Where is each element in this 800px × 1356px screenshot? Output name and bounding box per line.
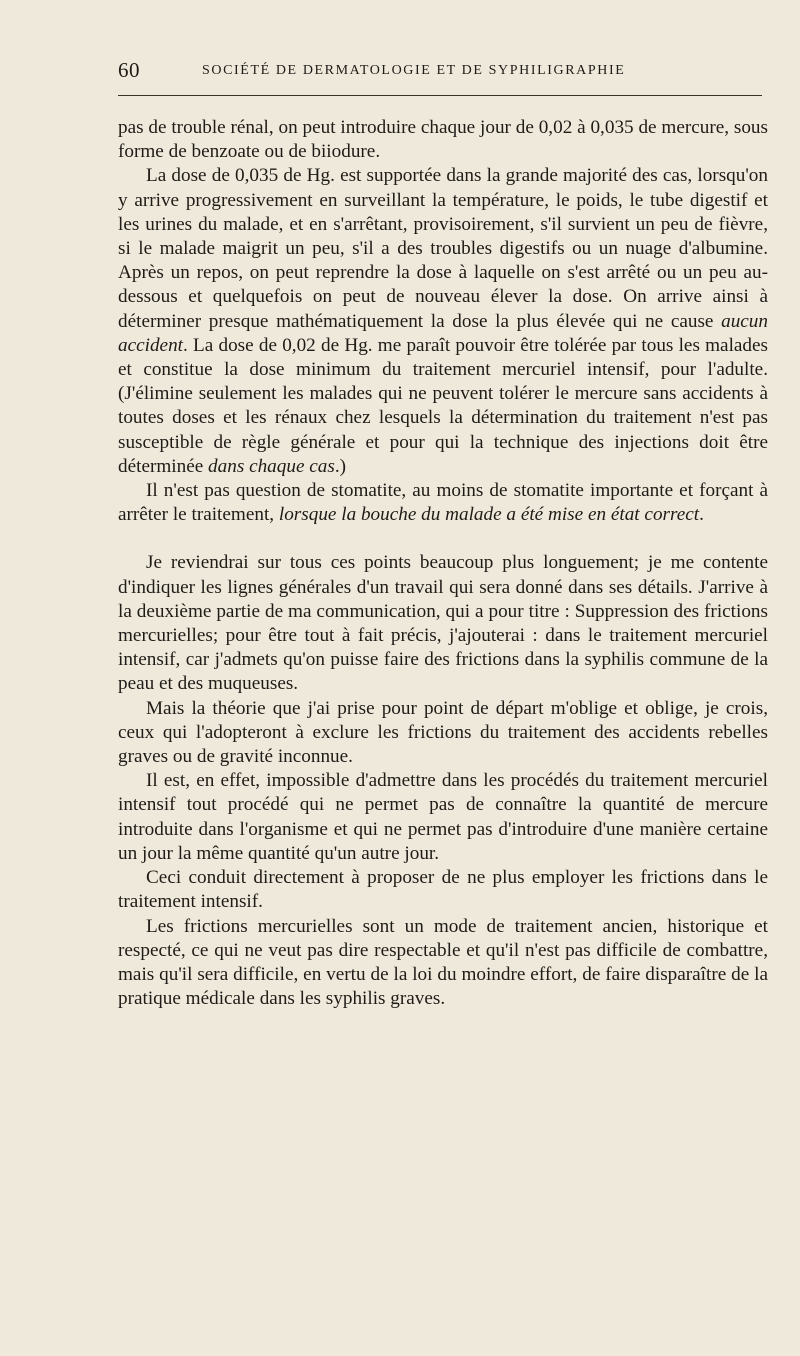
italic-text: dans chaque cas	[208, 455, 335, 477]
paragraph	[118, 697, 768, 770]
text-run: Il n'est pas question de stomatite, au moins de stomatite importante et forçant à arrêter le traitement,	[118, 480, 768, 526]
paragraph	[118, 769, 768, 866]
italic-text: aucun accident	[118, 310, 768, 356]
paragraph	[118, 915, 768, 1012]
header-rule	[118, 95, 762, 96]
paragraph	[118, 116, 768, 164]
text-run: La dose de 0,035 de Hg. est supportée dans la grande majorité des cas, lorsqu'on y arrive progressivement en surveillant la température, le poids, le tube digestif et les urines du malade, et en s'arrêtant, provisoirement, s'il survient un peu de fièvre, si le malade maigrit un peu, s'il a des troubles digestifs ou un nuage d'albumine. Après un repos, on peut reprendre la dose à laquelle on s'est arrêté ou un peu au-dessous et quelquefois on peut de nouveau élever la dose. On arrive ainsi à déterminer presque mathématiquement la dose la plus élevée qui ne cause	[118, 165, 768, 332]
paragraph	[118, 479, 768, 527]
body-text	[118, 116, 768, 1011]
page-number: 60	[118, 58, 140, 82]
text-run: pas de trouble rénal, on peut introduire chaque jour de 0,02 à 0,035 de mercure, sous forme de benzoate ou de biiodure.	[118, 117, 768, 163]
text-run: .)	[334, 455, 347, 477]
paragraph	[118, 551, 768, 696]
paragraph	[118, 164, 768, 479]
running-title: SOCIÉTÉ DE DERMATOLOGIE ET DE SYPHILIGRAPHIE	[202, 63, 626, 78]
text-run: .	[699, 504, 704, 526]
text-run: . La dose de 0,02 de Hg. me paraît pouvoir être tolérée par tous les malades et constitue la dose minimum du traitement mercuriel intensif, pour l'adulte. (J'élimine seulement les malades qui ne peuvent tolérer le mercure sans accidents à toutes doses et les rénaux chez lesquels la détermination du traitement n'est pas susceptible de règle générale et pour qui la technique des injections doit être déterminée	[118, 334, 768, 477]
text-run: Il est, en effet, impossible d'admettre dans les procédés du traitement mercuriel intensif tout procédé qui ne permet pas de connaître la quantité de mercure introduite dans l'organisme et qui ne permet pas d'introduire d'une manière certaine un jour la même quantité qu'un autre jour.	[118, 770, 768, 864]
paragraph	[118, 866, 768, 914]
text-run: Les frictions mercurielles sont un mode de traitement ancien, historique et respecté, ce qui ne veut pas dire respectable et qu'il n'est pas difficile de combattre, mais qu'il sera difficile, en vertu de la loi du moindre effort, de faire disparaître de la pratique médicale dans les syphilis graves.	[118, 915, 768, 1010]
text-run: Mais la théorie que j'ai prise pour point de départ m'oblige et oblige, je crois, ceux qui l'adopteront à exclure les frictions du traitement des accidents rebelles graves ou de gravité inconnue.	[118, 697, 768, 768]
italic-text: lorsque la bouche du malade a été mise en état correct	[278, 504, 700, 526]
text-run: Ceci conduit directement à proposer de ne plus employer les frictions dans le traitement intensif.	[118, 867, 768, 913]
page-header	[118, 58, 762, 88]
text-run: Je reviendrai sur tous ces points beaucoup plus longuement; je me contente d'indiquer les lignes générales d'un travail qui sera donné dans ses détails. J'arrive à la deuxième partie de ma communication, qui a pour titre : Suppression des frictions mercurielles; pour être tout à fait précis, j'ajouterai : dans le traitement mercuriel intensif, car j'admets qu'on puisse faire des frictions dans la syphilis commune de la peau et des muqueuses.	[118, 552, 768, 695]
